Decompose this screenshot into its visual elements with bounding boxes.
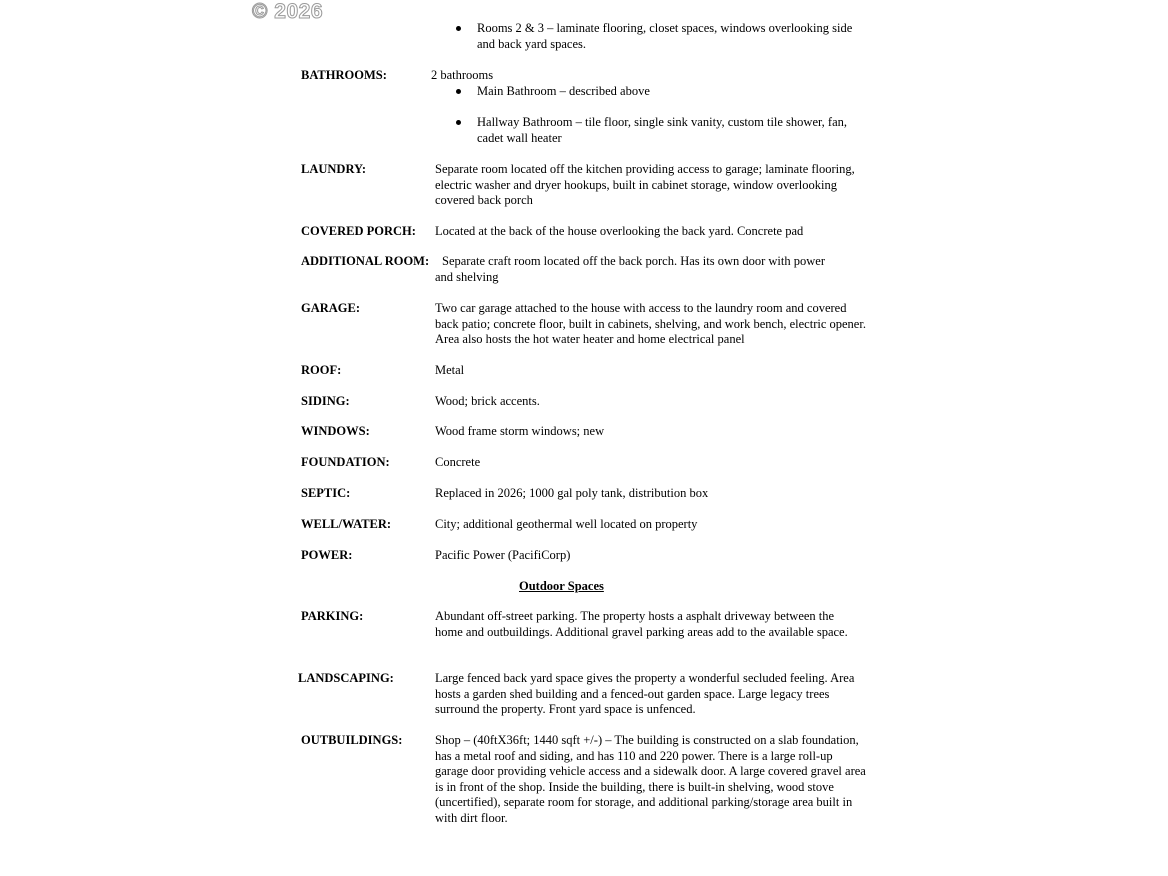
septic-text: Replaced in 2026; 1000 gal poly tank, distribution box — [435, 486, 709, 500]
bathroom-item: Hallway Bathroom – tile floor, single sink vanity, custom tile shower, fan, cadet wall heater — [477, 115, 847, 145]
well-water-text: City; additional geothermal well located on property — [435, 517, 698, 531]
laundry-label: LAUNDRY: — [301, 162, 367, 176]
parking-label: PARKING: — [301, 609, 364, 623]
bullet-icon — [456, 20, 461, 36]
septic-label: SEPTIC: — [301, 486, 351, 500]
covered-porch-text: Located at the back of the house overlooking the back yard. Concrete pad — [435, 224, 804, 238]
covered-porch-label: COVERED PORCH: — [301, 224, 416, 238]
power-text: Pacific Power (PacifiCorp) — [435, 548, 571, 562]
well-water-label: WELL/WATER: — [301, 517, 392, 531]
additional-room-text-cont: and shelving — [435, 270, 499, 284]
siding-label: SIDING: — [301, 394, 350, 408]
copyright-watermark: © 2026 — [252, 0, 324, 23]
parking-text: Abundant off-street parking. The property hosts a asphalt driveway between the home and outbuildings. Additional gravel parking areas add to the available space. — [435, 609, 848, 639]
laundry-text: Separate room located off the kitchen providing access to garage; laminate flooring, electric washer and dryer hookups, built in cabinet storage, window overlooking covered back porch — [435, 162, 855, 207]
siding-text: Wood; brick accents. — [435, 394, 540, 408]
foundation-text: Concrete — [435, 455, 481, 469]
windows-text: Wood frame storm windows; new — [435, 424, 605, 438]
windows-label: WINDOWS: — [301, 424, 370, 438]
outdoor-spaces-heading: Outdoor Spaces — [519, 579, 604, 593]
bathrooms-summary: 2 bathrooms — [431, 68, 494, 82]
rooms-2-3-text: Rooms 2 & 3 – laminate flooring, closet spaces, windows overlooking side and back yard spaces. — [477, 21, 853, 51]
power-label: POWER: — [301, 548, 353, 562]
bathroom-item: Main Bathroom – described above — [477, 84, 650, 98]
bullet-icon — [456, 83, 461, 99]
additional-room-label: ADDITIONAL ROOM: — [301, 254, 430, 268]
bathrooms-label: BATHROOMS: — [301, 68, 387, 82]
additional-room-text: Separate craft room located off the back porch. Has its own door with power — [442, 254, 825, 268]
garage-text: Two car garage attached to the house with access to the laundry room and covered back patio; concrete floor, built in cabinets, shelving, and work bench, electric opener. Area also hosts the hot water heater and home electrical panel — [435, 301, 866, 346]
roof-label: ROOF: — [301, 363, 342, 377]
garage-label: GARAGE: — [301, 301, 361, 315]
landscaping-label: LANDSCAPING: — [298, 671, 394, 685]
outbuildings-label: OUTBUILDINGS: — [301, 733, 403, 747]
outbuildings-text: Shop – (40ftX36ft; 1440 sqft +/-) – The building is constructed on a slab foundation, has a metal roof and siding, and has 110 and 220 power. There is a large roll-up garage door providing vehicle access and a sidewalk door. A large covered gravel area is in front of the shop. Inside the building, there is built-in shelving, wood stove (uncertified), separate room for storage, and additional parking/storage area built in with dirt floor. — [435, 733, 866, 825]
bullet-icon — [456, 114, 461, 130]
roof-text: Metal — [435, 363, 465, 377]
landscaping-text: Large fenced back yard space gives the property a wonderful secluded feeling. Area hosts a garden shed building and a fenced-out garden space. Large legacy trees surround the property. Front yard space is unfenced. — [435, 671, 855, 716]
foundation-label: FOUNDATION: — [301, 455, 390, 469]
